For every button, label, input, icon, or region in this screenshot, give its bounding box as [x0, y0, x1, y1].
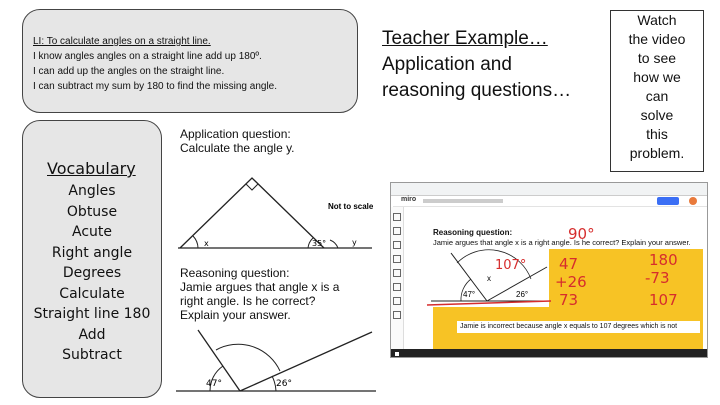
video-label-47: 47° — [463, 290, 476, 299]
reasoning-heading: Reasoning question: — [180, 266, 290, 280]
learning-intention-line: I can add up the angles on the straight line. — [33, 66, 225, 77]
vocabulary-word: Angles — [68, 183, 116, 199]
vocabulary-box — [22, 120, 162, 398]
watch-line: problem. — [629, 145, 685, 161]
reasoning-line: right angle. Is he correct? — [180, 294, 316, 308]
video-diagram — [391, 183, 708, 358]
vocabulary-word: Add — [78, 326, 106, 343]
handwritten-sub-3: 107 — [649, 291, 678, 309]
teacher-example-line: reasoning questions… — [382, 80, 572, 101]
watch-line: how we — [633, 69, 681, 85]
vocabulary-word: Right angle — [51, 244, 133, 261]
label-x: x — [204, 239, 209, 248]
watch-line: Watch — [637, 12, 677, 28]
handwritten-sub-2: -73 — [645, 269, 670, 287]
triangle-diagram — [176, 168, 376, 252]
application-question — [180, 127, 295, 155]
watch-video-box — [610, 10, 704, 172]
learning-intention-title: LI: To calculate angles on a straight line. — [33, 36, 211, 47]
watch-line: the video — [628, 31, 686, 47]
reasoning-line: Explain your answer. — [180, 308, 291, 322]
handwritten-sub-1: 180 — [649, 251, 678, 269]
arc-x — [216, 344, 280, 371]
handwritten-sum-1: 47 — [559, 255, 579, 273]
learning-intention-line: I know angles angles on a straight line add up 180º. — [33, 51, 262, 62]
label-26: 26° — [276, 379, 292, 389]
vocabulary-word: Straight line 180 — [33, 306, 151, 322]
label-y: y — [352, 238, 357, 247]
angle-arc-y — [330, 240, 338, 248]
vocabulary-title: Vocabulary — [47, 159, 136, 178]
answer-banner: Jamie is incorrect because angle x equals to 107 degrees which is not — [457, 321, 700, 333]
learning-intention-line: I can subtract my sum by 180 to find the missing angle. — [33, 81, 278, 92]
vocabulary-word: Degrees — [62, 265, 122, 281]
handwritten-sum-2: +26 — [555, 273, 587, 291]
triangle-shape — [180, 178, 327, 248]
playback-bar[interactable] — [391, 349, 708, 358]
vocabulary-word: Calculate — [59, 285, 125, 302]
not-to-scale-label: Not to scale — [328, 202, 374, 211]
reasoning-line: Jamie argues that angle x is a — [180, 280, 340, 294]
vocabulary-word: Subtract — [62, 347, 122, 363]
video-label-26: 26° — [516, 290, 529, 299]
vocabulary-list — [23, 181, 161, 366]
play-icon[interactable] — [395, 352, 399, 356]
handwritten-107: 107° — [495, 258, 527, 273]
right-angle-marker — [246, 184, 258, 190]
reasoning-question — [180, 266, 339, 322]
handwritten-underline — [427, 301, 551, 305]
ray-right — [240, 332, 372, 391]
vocabulary-word: Obtuse — [66, 203, 118, 220]
teacher-example-line: Application and — [382, 54, 512, 75]
application-heading: Application question: — [180, 127, 291, 141]
handwritten-90: 90° — [568, 225, 595, 243]
video-question-text: Jamie argues that angle x is a right angle. Is he correct? Explain your answer. — [433, 238, 691, 247]
watch-line: this — [646, 126, 668, 142]
video-label-x: x — [487, 274, 491, 283]
handwritten-sum-3: 73 — [559, 291, 579, 309]
miro-logo: miro — [401, 196, 417, 203]
video-player[interactable] — [390, 182, 708, 358]
angle-arc-x — [193, 236, 198, 248]
watch-line: solve — [640, 107, 674, 123]
reasoning-diagram — [176, 328, 376, 394]
learning-intention-box — [22, 9, 358, 113]
watch-line: to see — [637, 50, 677, 66]
teacher-example — [382, 26, 612, 104]
label-35: 35° — [312, 239, 327, 248]
application-text: Calculate the angle y. — [180, 141, 295, 155]
vocabulary-word: Acute — [71, 224, 112, 240]
watch-line: can — [645, 88, 669, 104]
video-question-heading: Reasoning question: — [433, 228, 513, 237]
label-47: 47° — [206, 379, 222, 389]
teacher-example-title: Teacher Example… — [382, 28, 548, 49]
